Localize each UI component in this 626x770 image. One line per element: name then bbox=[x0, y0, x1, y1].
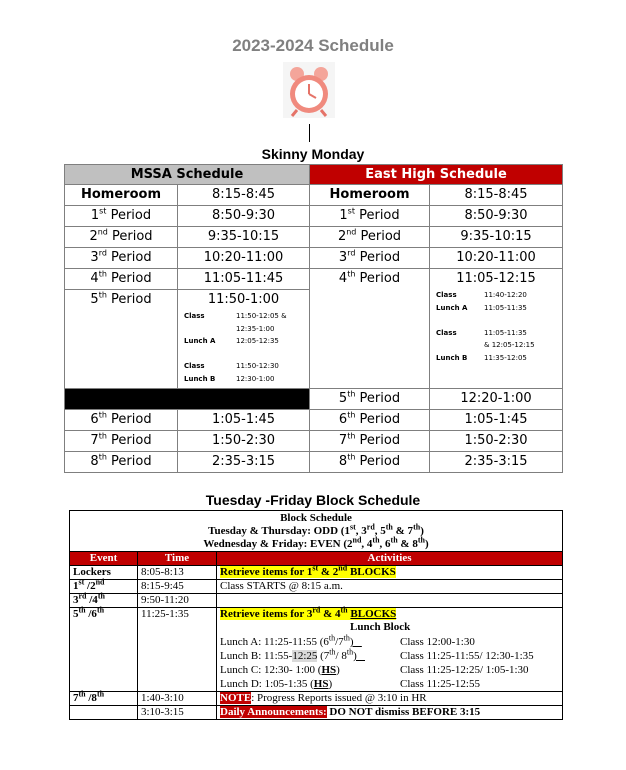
mssa-header: MSSA Schedule bbox=[65, 165, 310, 185]
col-activities: Activities bbox=[217, 552, 563, 566]
activity-cell: Daily Announcements: DO NOT dismiss BEFORE 3:15 bbox=[217, 706, 563, 720]
lunch-c: Lunch C: 12:30- 1:00 (HS) bbox=[220, 664, 340, 676]
event-cell: 7th /8th bbox=[70, 692, 138, 706]
class-d: Class 11:25-12:55 bbox=[400, 678, 480, 690]
event-cell: 5th /6th bbox=[70, 608, 138, 692]
east-time: 10:20-11:00 bbox=[430, 248, 563, 269]
odd-days: Tuesday & Thursday: ODD (1st, 3rd, 5th & 7th) bbox=[208, 522, 424, 537]
lunch-block bbox=[220, 621, 559, 691]
activity-cell: Retrieve items for 1st & 2nd BLOCKS bbox=[217, 566, 563, 580]
event-cell: 1st /2nd bbox=[70, 580, 138, 594]
activity-cell: Class STARTS @ 8:15 a.m. bbox=[217, 580, 563, 594]
lunch-b: Lunch B: 11:55-12:25 (7th/ 8th) bbox=[220, 647, 365, 662]
time-cell: 8:15-9:45 bbox=[138, 580, 217, 594]
east-time: 1:50-2:30 bbox=[430, 431, 563, 452]
mssa-label: 8th Period bbox=[65, 452, 178, 473]
east-label: 8th Period bbox=[310, 452, 430, 473]
blank-row bbox=[65, 389, 310, 410]
time-cell: 11:25-1:35 bbox=[138, 608, 217, 692]
text-cursor bbox=[309, 124, 310, 142]
east-time: 8:50-9:30 bbox=[430, 206, 563, 227]
mssa-time: 8:50-9:30 bbox=[178, 206, 310, 227]
lunch-a: Lunch A: 11:25-11:55 (6th/7th) bbox=[220, 633, 362, 648]
block-schedule-table bbox=[69, 510, 563, 720]
class-a: Class 12:00-1:30 bbox=[400, 636, 475, 648]
time-cell: 9:50-11:20 bbox=[138, 594, 217, 608]
mssa-time: 1:05-1:45 bbox=[178, 410, 310, 431]
mssa-time: 9:35-10:15 bbox=[178, 227, 310, 248]
mssa-time: 2:35-3:15 bbox=[178, 452, 310, 473]
mssa-time: 11:50-1:00 bbox=[207, 292, 280, 307]
mssa-label: Homeroom bbox=[65, 185, 178, 206]
class-b: Class 11:25-11:55/ 12:30-1:35 bbox=[400, 650, 534, 662]
mssa-label: 2nd Period bbox=[65, 227, 178, 248]
page-title: 2023-2024 Schedule bbox=[232, 36, 394, 55]
mssa-time: 11:05-11:45 bbox=[178, 269, 310, 290]
east-label: 7th Period bbox=[310, 431, 430, 452]
monday-schedule-table bbox=[64, 164, 563, 473]
mssa-time: 8:15-8:45 bbox=[178, 185, 310, 206]
mssa-label: 5th Period bbox=[65, 290, 178, 389]
east-label: 3rd Period bbox=[310, 248, 430, 269]
alarm-clock-icon bbox=[283, 62, 335, 118]
east-lunch-details: Class 11:40-12:20 Lunch A 11:05-11:35 Class 11:05-11:35 & 12:05-12:15 Lunch B 11:35-12:05 bbox=[436, 291, 535, 362]
mssa-label: 7th Period bbox=[65, 431, 178, 452]
mssa-lunch-details: Class 11:50-12:05 & 12:35-1:00 Lunch A 12:05-12:35 Class 11:50-12:30 Lunch B 12:30-1:00 bbox=[184, 312, 287, 383]
even-days: Wednesday & Friday: EVEN (2nd, 4th, 6th & 8th) bbox=[203, 535, 429, 550]
east-label: Homeroom bbox=[310, 185, 430, 206]
lunch-d: Lunch D: 1:05-1:35 (HS) bbox=[220, 678, 333, 690]
block-title-cell bbox=[70, 511, 563, 552]
event-cell: Lockers bbox=[70, 566, 138, 580]
col-time: Time bbox=[138, 552, 217, 566]
mssa-label: 1st Period bbox=[65, 206, 178, 227]
east-label: 4th Period bbox=[310, 269, 430, 389]
east-label: 6th Period bbox=[310, 410, 430, 431]
east-label: 5th Period bbox=[310, 389, 430, 410]
event-cell: 3rd /4th bbox=[70, 594, 138, 608]
mssa-label: 4th Period bbox=[65, 269, 178, 290]
east-label: 2nd Period bbox=[310, 227, 430, 248]
block-title: Block Schedule bbox=[280, 512, 352, 524]
class-c: Class 11:25-12:25/ 1:05-1:30 bbox=[400, 664, 529, 676]
east-time-lunch bbox=[430, 269, 563, 389]
activity-cell bbox=[217, 594, 563, 608]
mssa-label: 3rd Period bbox=[65, 248, 178, 269]
mssa-time: 1:50-2:30 bbox=[178, 431, 310, 452]
lunch-block-title: Lunch Block bbox=[350, 621, 411, 633]
event-cell bbox=[70, 706, 138, 720]
east-time: 11:05-12:15 bbox=[456, 271, 536, 286]
mssa-time-lunch bbox=[178, 290, 310, 389]
east-time: 8:15-8:45 bbox=[430, 185, 563, 206]
col-event: Event bbox=[70, 552, 138, 566]
block-heading: Tuesday -Friday Block Schedule bbox=[205, 492, 421, 508]
time-cell: 1:40-3:10 bbox=[138, 692, 217, 706]
east-time: 9:35-10:15 bbox=[430, 227, 563, 248]
east-time: 2:35-3:15 bbox=[430, 452, 563, 473]
east-time: 12:20-1:00 bbox=[430, 389, 563, 410]
activity-cell: Retrieve items for 3rd & 4th BLOCKS Lunch Block Lunch A: 11:25-11:55 (6th/7th) Lunch B: 11:55-12:25 (7th/ 8th) Lunch C: 12:30- 1:00 (HS) Lunch D: 1:05-1:35 (HS) Class 12:00-1:30 Class 11:25-11:55/ 12:30-1:35 Class 11:25-12:25/ 1:05-1:30 Class 11:25-12:55 bbox=[217, 608, 563, 692]
mssa-label: 6th Period bbox=[65, 410, 178, 431]
time-cell: 3:10-3:15 bbox=[138, 706, 217, 720]
east-header: East High Schedule bbox=[310, 165, 563, 185]
east-label: 1st Period bbox=[310, 206, 430, 227]
east-time: 1:05-1:45 bbox=[430, 410, 563, 431]
time-cell: 8:05-8:13 bbox=[138, 566, 217, 580]
activity-cell: NOTE: Progress Reports issued @ 3:10 in HR bbox=[217, 692, 563, 706]
monday-heading: Skinny Monday bbox=[261, 146, 365, 162]
mssa-time: 10:20-11:00 bbox=[178, 248, 310, 269]
